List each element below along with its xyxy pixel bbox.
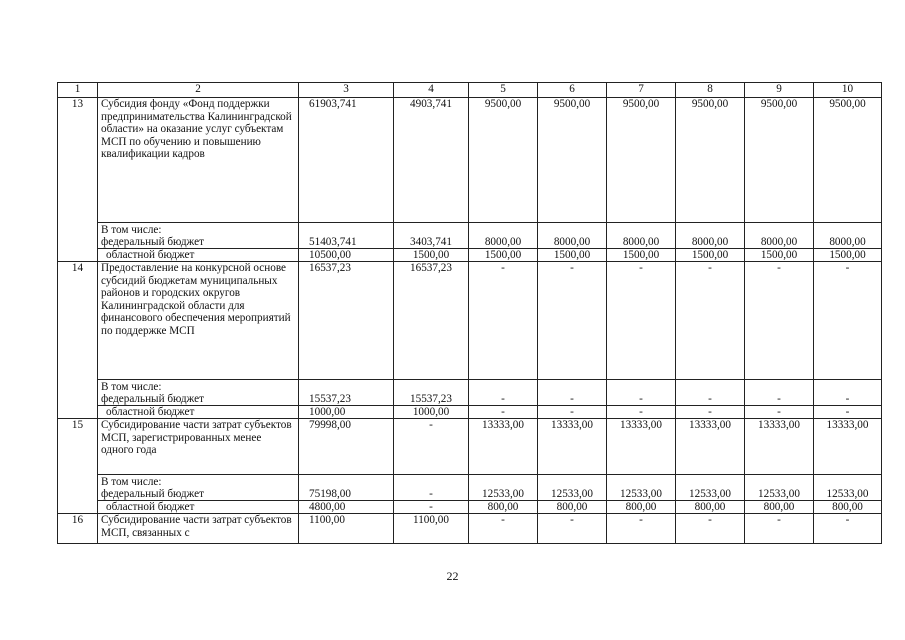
table-row [58,249,882,262]
table-cell: - [814,262,882,380]
table-cell: 51403,741 [299,223,394,249]
table-cell: 8000,00 [814,223,882,249]
table-cell: - [745,514,814,544]
table-cell: 8000,00 [745,223,814,249]
federal-label-cell [98,223,299,249]
table-cell: - [394,419,469,475]
table-cell: 13333,00 [607,419,676,475]
regional-label: областной бюджет [98,501,299,514]
table-cell: 800,00 [745,501,814,514]
table-cell: - [607,262,676,380]
table-cell: - [607,380,676,406]
table-cell: 12533,00 [814,475,882,501]
row-title: Субсидирование части затрат субъектов МСП, зарегистрированных менее одного года [98,419,299,475]
table-cell: 13333,00 [814,419,882,475]
table-cell: - [538,514,607,544]
table-cell: 1500,00 [469,249,538,262]
header-row [58,83,882,98]
table-cell: 16537,23 [394,262,469,380]
column-header: 6 [538,83,607,98]
table-cell: 1500,00 [394,249,469,262]
table-cell: - [469,406,538,419]
table-cell: - [814,380,882,406]
table-cell: 8000,00 [469,223,538,249]
page-number: 22 [446,569,459,583]
table-row [58,380,882,406]
table-cell: 4903,741 [394,98,469,223]
table-cell: 9500,00 [469,98,538,223]
federal-label: федеральный бюджет [101,488,204,500]
row-number: 15 [58,419,98,514]
table-cell: - [538,262,607,380]
row-title: Субсидия фонду «Фонд поддержки предпринимательства Калининградской области» на оказание услуг субъектам МСП по обучению и повышению квалификации кадров [98,98,299,223]
table-cell: 1500,00 [814,249,882,262]
table-cell: 1500,00 [745,249,814,262]
table-cell: 1100,00 [394,514,469,544]
table-cell: 1500,00 [676,249,745,262]
table-cell: 16537,23 [299,262,394,380]
table-cell: 13333,00 [676,419,745,475]
table-cell: 13333,00 [538,419,607,475]
table-row [58,475,882,501]
table-cell: 15537,23 [299,380,394,406]
table-cell: 12533,00 [607,475,676,501]
table-cell: 79998,00 [299,419,394,475]
table-cell: - [469,380,538,406]
table-cell: 12533,00 [745,475,814,501]
table-cell: - [745,406,814,419]
federal-label-cell [98,475,299,501]
regional-label: областной бюджет [98,406,299,419]
table-cell: - [676,380,745,406]
row-title: Предоставление на конкурсной основе субсидий бюджетам муниципальных районов и городских округов Калининградской области для финансового обеспечения мероприятий по поддержке МСП [98,262,299,380]
table-cell: 1500,00 [538,249,607,262]
table-cell: 9500,00 [676,98,745,223]
table-cell: - [745,262,814,380]
table-cell: 10500,00 [299,249,394,262]
including-label: В том числе: [101,224,162,236]
table-row [58,514,882,544]
table-cell: 1000,00 [394,406,469,419]
table-cell: - [676,262,745,380]
table-cell: - [469,514,538,544]
row-number: 13 [58,98,98,262]
table-cell: 13333,00 [745,419,814,475]
column-header: 2 [98,83,299,98]
table-cell: 61903,741 [299,98,394,223]
table-cell: - [607,406,676,419]
column-header: 8 [676,83,745,98]
table-cell: - [814,406,882,419]
table-cell: 9500,00 [814,98,882,223]
budget-table [57,82,882,544]
table-cell: 800,00 [814,501,882,514]
table-row [58,223,882,249]
table-cell: - [607,514,676,544]
table-cell: 8000,00 [538,223,607,249]
column-header: 3 [299,83,394,98]
table-cell: 800,00 [607,501,676,514]
federal-label: федеральный бюджет [101,236,204,248]
table-cell: 75198,00 [299,475,394,501]
column-header: 7 [607,83,676,98]
table-cell: 9500,00 [607,98,676,223]
table-cell: 8000,00 [676,223,745,249]
table-cell: 1500,00 [607,249,676,262]
table-cell: 12533,00 [469,475,538,501]
table-row [58,262,882,380]
table-cell: - [394,501,469,514]
table-cell: 13333,00 [469,419,538,475]
table-row [58,406,882,419]
column-header: 1 [58,83,98,98]
table-row [58,419,882,475]
column-header: 4 [394,83,469,98]
table-cell: 4800,00 [299,501,394,514]
regional-label: областной бюджет [98,249,299,262]
table-cell: - [469,262,538,380]
table-cell: 12533,00 [676,475,745,501]
table-cell: 9500,00 [745,98,814,223]
table-cell: 800,00 [469,501,538,514]
table-cell: - [676,514,745,544]
column-header: 5 [469,83,538,98]
table-cell: - [538,380,607,406]
federal-label-cell [98,380,299,406]
column-header: 9 [745,83,814,98]
table-row [58,501,882,514]
table-cell: 9500,00 [538,98,607,223]
table-cell: 3403,741 [394,223,469,249]
table-cell: 8000,00 [607,223,676,249]
column-header: 10 [814,83,882,98]
including-label: В том числе: [101,476,162,488]
including-label: В том числе: [101,381,162,393]
table-cell: - [745,380,814,406]
table-row [58,98,882,223]
table-cell: 15537,23 [394,380,469,406]
table-cell: - [538,406,607,419]
table-cell: - [676,406,745,419]
table-cell: 1100,00 [299,514,394,544]
row-number: 14 [58,262,98,419]
row-title: Субсидирование части затрат субъектов МСП, связанных с [98,514,299,544]
row-number: 16 [58,514,98,544]
table-cell: 12533,00 [538,475,607,501]
table-cell: 800,00 [538,501,607,514]
table-cell: 1000,00 [299,406,394,419]
table-cell: - [394,475,469,501]
table-cell: 800,00 [676,501,745,514]
federal-label: федеральный бюджет [101,393,204,405]
table-cell: - [814,514,882,544]
